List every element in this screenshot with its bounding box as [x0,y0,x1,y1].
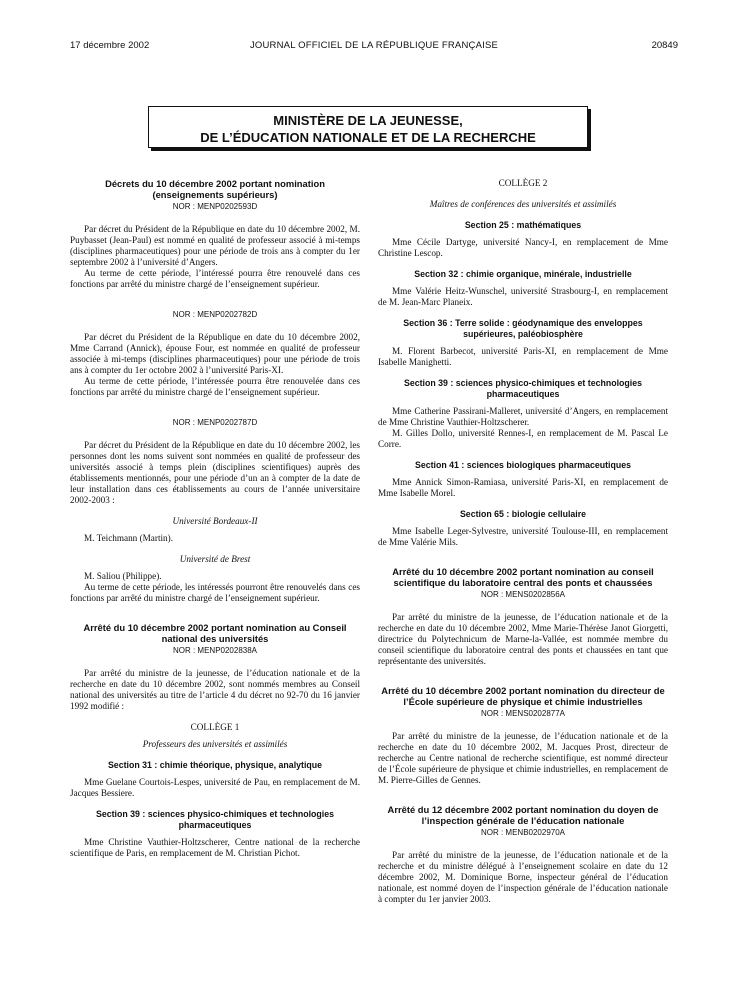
college-subheading: Maîtres de conférences des universités et assimilés [429,199,617,209]
paragraph: Au terme de cette période, les intéressés pourront être renouvelés dans ces fonctions par arrêté du ministre chargé de l’enseignement supérieur. [70,582,360,603]
paragraph: Mme Catherine Passirani-Malleret, université d’Angers, en remplacement de Mme Christine Vauthier-Holtzscherer. [378,406,668,427]
university-heading: Université Bordeaux-II [172,516,258,526]
paragraph: M. Gilles Dollo, université Rennes-I, en remplacement de M. Pascal Le Corre. [378,428,668,449]
paragraph: Par décret du Président de la République en date du 10 décembre 2002, M. Puybasset (Jean-Paul) est nommé en qualité de professeur associé à mi-temps (disciplines pharmaceutiques) pour une période de trois ans à compter du 1er septembre 2002 à l’université d’Angers. [70,224,360,267]
section-heading: Section 36 : Terre solide : géodynamique des enveloppes supérieures, paléobiosphère [403,318,643,339]
paragraph: Par arrêté du ministre de la jeunesse, de l’éducation nationale et de la recherche en date du 10 décembre 2002, Mme Marie-Thérèse Janot Giorgetti, directrice du Polytechnicum de Marne-la-Vallée, est nommée membre du conseil scientifique du laboratoire central des ponts et chaussées en tant que représentante des universités. [378,612,668,666]
college-heading: COLLÈGE 1 [190,722,240,732]
paragraph: Par décret du Président de la République en date du 10 décembre 2002, les personnes dont les noms suivent sont nommées en qualité de professeur des universités associé à temps plein (disciplines scientifiques) auprès des établissements mentionnés, pour une période d’un an à compter de la date de leur installation dans ces établissements au cours de l’année universitaire 2002-2003 : [70,440,360,505]
paragraph: Par arrêté du ministre de la jeunesse, de l’éducation nationale et de la recherche en date du 10 décembre 2002, sont nommés membres au Conseil national des universités au titre de l’article 4 du décret no 92-70 du 16 janvier 1992 modifié : [70,668,360,711]
decree-title: Décrets du 10 décembre 2002 portant nomination (enseignements supérieurs) [105,178,325,200]
paragraph: Par décret du Président de la République en date du 10 décembre 2002, Mme Carrand (Annick), épouse Four, est nommée en qualité de professeur associée à mi-temps (disciplines pharmaceutiques) pour une période de trois ans à compter du 1er octobre 2002 à l’université Paris-XI. [70,332,360,375]
paragraph: Mme Cécile Dartyge, université Nancy-I, en remplacement de Mme Christine Lescop. [378,237,668,258]
section-heading: Section 39 : sciences physico-chimiques et technologies pharmaceutiques [95,809,335,830]
university-heading: Université de Brest [179,554,251,564]
paragraph: Au terme de cette période, l’intéressée pourra être renouvelée dans ces fonctions par arrêté du ministre chargé de l’enseignement supérieur. [70,376,360,397]
ministry-box [148,106,588,148]
paragraph: Mme Christine Vauthier-Holtzscherer, Centre national de la recherche scientifique de Paris, en remplacement de M. Christian Pichot. [70,837,360,858]
section-heading: Section 25 : mathématiques [464,220,582,230]
paragraph: Mme Annick Simon-Ramiasa, université Paris-XI, en remplacement de Mme Isabelle Morel. [378,477,668,498]
nor-reference: NOR : MENP0202593D [172,202,258,211]
nor-reference: NOR : MENS0202877A [480,709,566,718]
appointee: M. Teichmann (Martin). [84,533,173,543]
paragraph: Mme Guelane Courtois-Lespes, université de Pau, en remplacement de M. Jacques Bessiere. [70,777,360,798]
journal-title: JOURNAL OFFICIEL DE LA RÉPUBLIQUE FRANÇAISE [249,40,499,51]
arrete-title: Arrêté du 10 décembre 2002 portant nomination au Conseil national des universités [83,622,347,644]
nor-reference: NOR : MENB0202970A [480,828,566,837]
paragraph: Au terme de cette période, l’intéressé pourra être renouvelé dans ces fonctions par arrêté du ministre chargé de l’enseignement supérieur. [70,268,360,289]
college-heading: COLLÈGE 2 [498,178,548,188]
nor-reference: NOR : MENS0202856A [480,590,566,599]
page-number: 20849 [651,40,678,51]
paragraph: Mme Valérie Heitz-Wunschel, université Strasbourg-I, en remplacement de M. Jean-Marc Planeix. [378,286,668,307]
arrete-title: Arrêté du 12 décembre 2002 portant nomination du doyen de l’inspection générale de l’éducation nationale [387,804,659,826]
section-heading: Section 31 : chimie théorique, physique, analytique [107,760,323,770]
right-column [378,178,668,905]
paragraph: Par arrêté du ministre de la jeunesse, de l’éducation nationale et de la recherche et du ministre délégué à l’enseignement scolaire en date du 12 décembre 2002, M. Dominique Borne, inspecteur général de l’éducation nationale, est nommé doyen de l’inspection générale de l’éducation nationale à compter du 1er janvier 2003. [378,850,668,904]
ministry-line-2: DE L’ÉDUCATION NATIONALE ET DE LA RECHERCHE [200,130,536,145]
left-column [70,178,360,859]
arrete-title: Arrêté du 10 décembre 2002 portant nomination du directeur de l’École supérieure de physique et chimie industrielles [381,685,665,707]
college-subheading: Professeurs des universités et assimilés [142,739,288,749]
section-heading: Section 41 : sciences biologiques pharmaceutiques [414,460,632,470]
section-heading: Section 39 : sciences physico-chimiques et technologies pharmaceutiques [403,378,643,399]
paragraph: M. Florent Barbecot, université Paris-XI, en remplacement de Mme Isabelle Manighetti. [378,346,668,367]
nor-reference: NOR : MENP0202838A [172,646,258,655]
paragraph: Par arrêté du ministre de la jeunesse, de l’éducation nationale et de la recherche en date du 10 décembre 2002, M. Jacques Prost, directeur de recherche au Centre national de recherche scientifique, est nommé directeur de l’École supérieure de physique et chimie industrielles, en remplacement de M. Pierre-Gilles de Gennes. [378,731,668,785]
issue-date: 17 décembre 2002 [70,40,150,51]
appointee: M. Saliou (Philippe). [84,571,162,581]
section-heading: Section 32 : chimie organique, minérale, industrielle [414,269,632,279]
nor-reference: NOR : MENP0202782D [172,310,258,319]
section-heading: Section 65 : biologie cellulaire [459,509,587,519]
nor-reference: NOR : MENP0202787D [172,418,258,427]
arrete-title: Arrêté du 10 décembre 2002 portant nomination au conseil scientifique du laboratoire central des ponts et chaussées [392,566,654,588]
ministry-line-1: MINISTÈRE DE LA JEUNESSE, [273,113,463,128]
paragraph: Mme Isabelle Leger-Sylvestre, université Toulouse-III, en remplacement de Mme Valérie Mils. [378,526,668,547]
